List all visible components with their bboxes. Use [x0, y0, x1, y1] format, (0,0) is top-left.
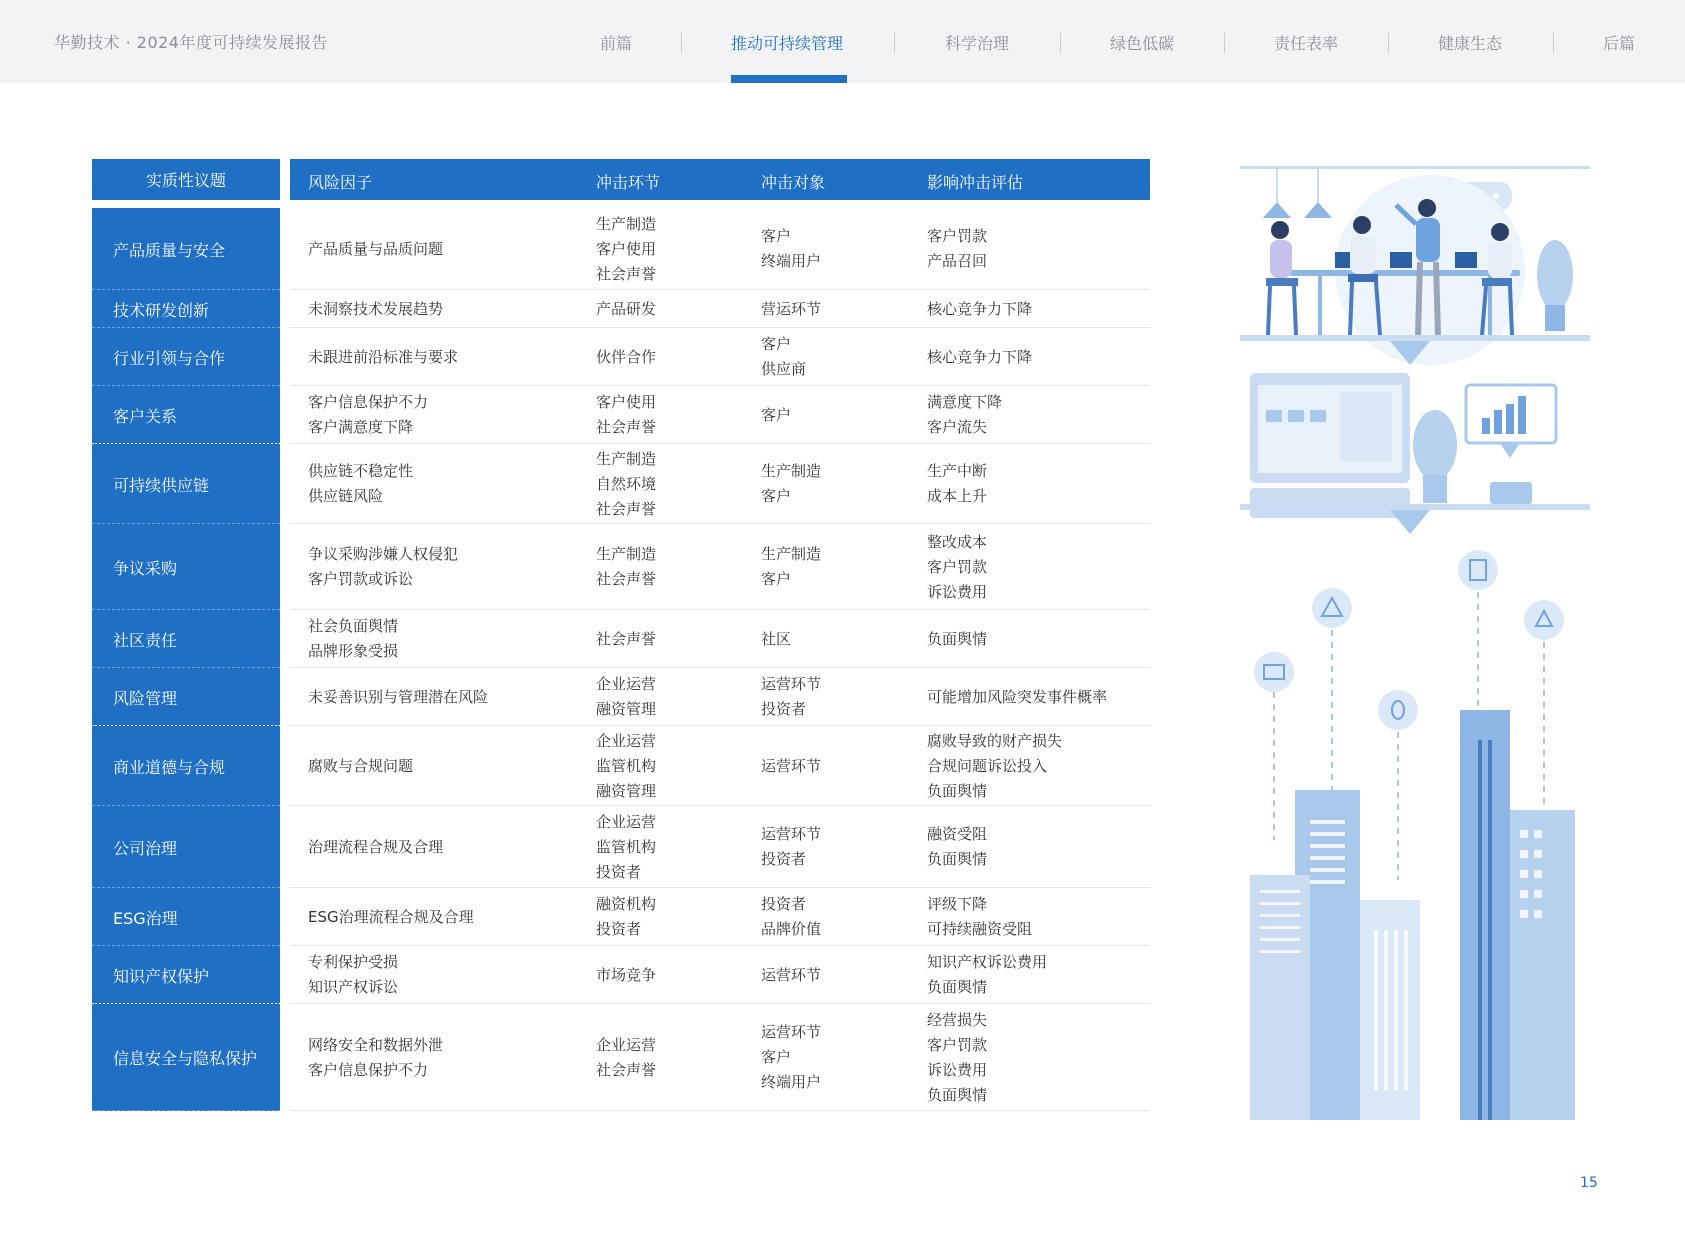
cell-risk	[308, 208, 443, 290]
building-icon	[1460, 710, 1510, 1120]
cell-line: 客户使用	[596, 393, 657, 411]
report-title: 华勤技术 · 2024年度可持续发展报告	[54, 33, 328, 52]
cell-line: 社会声誉	[596, 264, 657, 283]
cell-line: 客户罚款或诉讼	[308, 570, 414, 588]
cell-line: 负面舆情	[927, 1085, 988, 1104]
cell-stage	[596, 888, 656, 946]
cell-target	[761, 444, 821, 524]
cell-line: 知识产权诉讼费用	[927, 953, 1048, 971]
leaf-icon	[1378, 690, 1418, 730]
cell-line: 企业运营	[596, 675, 657, 693]
page-number: 15	[1580, 1175, 1598, 1191]
cell-line: 评级下降	[927, 895, 988, 913]
cell-line: 融资受阻	[927, 825, 988, 843]
nav-separator	[1060, 33, 1061, 53]
building-icon	[1250, 875, 1310, 1120]
cell-line: 生产中断	[927, 462, 988, 480]
warning-icon	[1312, 588, 1352, 628]
cell-line: 负面舆情	[927, 629, 988, 648]
cell-line: 网络安全和数据外泄	[308, 1035, 444, 1054]
nav-tab-1[interactable]: 推动可持续管理	[731, 34, 844, 53]
cell-stage	[596, 290, 656, 328]
cell-impact	[927, 1004, 987, 1111]
cell-line: 社会声誉	[596, 570, 657, 588]
table-row	[92, 208, 1150, 290]
cell-line: 融资管理	[596, 700, 657, 718]
cell-line: ESG治理流程合规及合理	[308, 907, 474, 926]
cell-line: 客户	[761, 227, 792, 245]
nav-tab-4[interactable]: 责任表率	[1274, 34, 1339, 53]
cell-stage	[596, 386, 656, 444]
cell-line: 负面舆情	[927, 850, 988, 868]
cell-stage	[596, 806, 656, 888]
row-topic: 知识产权保护	[92, 946, 280, 1004]
header-topic: 实质性议题	[92, 159, 280, 200]
cell-impact	[927, 610, 987, 668]
row-topic: 可持续供应链	[92, 444, 280, 524]
cell-impact	[927, 726, 1062, 806]
cell-line: 产品召回	[927, 252, 988, 270]
row-divider	[290, 1110, 1150, 1111]
table-row	[92, 888, 1150, 946]
cell-line: 产品质量与品质问题	[308, 239, 444, 258]
cell-target	[761, 946, 821, 1004]
cell-line: 未洞察技术发展趋势	[308, 299, 444, 318]
cell-line: 成本上升	[927, 487, 988, 505]
nav-tab-6[interactable]: 后篇	[1603, 34, 1636, 53]
cell-target	[761, 328, 806, 386]
cell-stage	[596, 946, 656, 1004]
cell-impact	[927, 290, 1032, 328]
person-figure	[1266, 221, 1298, 335]
cell-line: 知识产权诉讼	[308, 978, 399, 996]
cell-line: 融资管理	[596, 781, 657, 800]
nav-tab-5[interactable]: 健康生态	[1438, 34, 1503, 53]
cell-line: 治理流程合规及合理	[308, 837, 444, 856]
cell-line: 客户	[761, 335, 792, 353]
cell-impact	[927, 386, 1002, 444]
building-icon	[1360, 900, 1420, 1120]
cell-line: 合规问题诉讼投入	[927, 756, 1048, 775]
cell-line: 融资机构	[596, 895, 657, 913]
cell-line: 企业运营	[596, 812, 657, 831]
table-row	[92, 726, 1150, 806]
header-target: 冲击对象	[761, 173, 826, 192]
cell-line: 客户	[761, 570, 792, 588]
cell-line: 客户罚款	[927, 227, 988, 245]
cell-line: 社区	[761, 629, 792, 648]
row-topic: ESG治理	[92, 888, 280, 946]
meeting-table	[1290, 270, 1520, 276]
cell-line: 社会声誉	[596, 418, 657, 436]
cell-line: 社会声誉	[596, 1060, 657, 1079]
cell-stage	[596, 610, 656, 668]
cell-line: 生产制造	[596, 545, 657, 563]
cell-risk	[308, 806, 443, 888]
table-row	[92, 610, 1150, 668]
table-header-row	[290, 159, 1150, 200]
cell-impact	[927, 806, 987, 888]
cell-impact	[927, 444, 987, 524]
header-impact: 影响冲击评估	[927, 173, 1024, 192]
cell-line: 投资者	[761, 850, 807, 868]
cell-stage	[596, 668, 656, 726]
cell-line: 经营损失	[927, 1010, 988, 1029]
cell-line: 投资者	[761, 895, 807, 913]
cell-line: 客户	[761, 487, 792, 505]
table-row	[92, 806, 1150, 888]
cell-line: 生产制造	[596, 449, 657, 468]
cell-target	[761, 1004, 821, 1111]
topic-divider	[92, 1110, 280, 1111]
table-row	[92, 328, 1150, 386]
cell-risk	[308, 946, 398, 1004]
table-row	[92, 946, 1150, 1004]
row-topic: 产品质量与安全	[92, 208, 280, 290]
cell-stage	[596, 208, 656, 290]
cell-stage	[596, 726, 656, 806]
cell-impact	[927, 668, 1107, 726]
nav-separator	[1224, 33, 1225, 53]
table-row	[92, 524, 1150, 610]
cell-risk	[308, 328, 458, 386]
cell-stage	[596, 328, 656, 386]
table-row	[92, 1004, 1150, 1111]
cell-line: 自然环境	[596, 474, 657, 493]
document-icon	[1458, 550, 1498, 590]
cell-target	[761, 290, 821, 328]
cell-risk	[308, 888, 474, 946]
cell-impact	[927, 208, 987, 290]
cell-line: 负面舆情	[927, 781, 988, 800]
cell-line: 终端用户	[761, 252, 822, 270]
cell-line: 运营环节	[761, 756, 822, 775]
cell-line: 运营环节	[761, 675, 822, 693]
cell-target	[761, 726, 821, 806]
cell-impact	[927, 328, 1032, 386]
recycle-icon	[1524, 600, 1564, 640]
cell-target	[761, 888, 821, 946]
cell-stage	[596, 1004, 656, 1111]
cell-line: 供应链风险	[308, 487, 384, 505]
row-topic: 商业道德与合规	[92, 726, 280, 806]
cell-line: 客户信息保护不力	[308, 393, 429, 411]
cell-line: 品牌形象受损	[308, 642, 399, 660]
nav-tab-2[interactable]: 科学治理	[945, 34, 1010, 53]
cell-line: 社会声誉	[596, 499, 657, 518]
cell-line: 运营环节	[761, 1023, 822, 1041]
building-icon	[1510, 810, 1575, 1120]
cell-line: 供应商	[761, 360, 807, 378]
nav-separator	[1553, 33, 1554, 53]
cell-line: 投资者	[761, 700, 807, 718]
nav-separator	[681, 33, 682, 53]
cell-line: 终端用户	[761, 1073, 822, 1091]
cell-line: 产品研发	[596, 299, 657, 318]
row-topic: 社区责任	[92, 610, 280, 668]
plant-icon	[1537, 240, 1573, 310]
cell-line: 核心竞争力下降	[927, 299, 1033, 318]
cell-line: 争议采购涉嫌人权侵犯	[308, 545, 459, 563]
cell-line: 腐败导致的财产损失	[927, 731, 1063, 750]
row-topic: 技术研发创新	[92, 290, 280, 328]
row-topic: 客户关系	[92, 386, 280, 444]
cell-stage	[596, 444, 656, 524]
cell-line: 运营环节	[761, 825, 822, 843]
cell-line: 运营环节	[761, 965, 822, 984]
row-topic: 风险管理	[92, 668, 280, 726]
cell-line: 企业运营	[596, 1035, 657, 1054]
top-header	[0, 0, 1685, 83]
cell-line: 客户	[761, 1048, 792, 1066]
cell-line: 品牌价值	[761, 920, 822, 938]
cell-risk	[308, 386, 428, 444]
cell-line: 腐败与合规问题	[308, 756, 414, 775]
cell-impact	[927, 888, 1032, 946]
cell-line: 社会声誉	[596, 629, 657, 648]
cell-line: 负面舆情	[927, 978, 988, 996]
lamp-icon	[1304, 202, 1332, 218]
cell-line: 伙伴合作	[596, 347, 657, 366]
cell-line: 诉讼费用	[927, 582, 988, 601]
row-topic: 行业引领与合作	[92, 328, 280, 386]
cell-line: 生产制造	[761, 462, 822, 480]
cell-line: 监管机构	[596, 837, 657, 856]
cell-risk	[308, 444, 413, 524]
lamp-icon	[1263, 202, 1291, 218]
cell-line: 生产制造	[761, 545, 822, 563]
cell-target	[761, 208, 821, 290]
cell-line: 未跟进前沿标准与要求	[308, 347, 459, 366]
nav-separator	[894, 33, 895, 53]
table-row	[92, 444, 1150, 524]
cell-line: 营运环节	[761, 299, 822, 318]
cell-risk	[308, 290, 443, 328]
cell-target	[761, 668, 821, 726]
cell-target	[761, 806, 821, 888]
cell-line: 市场竞争	[596, 965, 657, 984]
cell-line: 专利保护受损	[308, 953, 399, 971]
cell-risk	[308, 524, 458, 610]
row-topic: 信息安全与隐私保护	[92, 1004, 280, 1111]
nav-tab-3[interactable]: 绿色低碳	[1110, 34, 1175, 53]
office-city-illustration	[1230, 160, 1590, 1120]
cell-line: 诉讼费用	[927, 1060, 988, 1079]
row-topic: 争议采购	[92, 524, 280, 610]
cell-line: 生产制造	[596, 214, 657, 233]
cell-line: 客户罚款	[927, 1035, 988, 1054]
cell-line: 监管机构	[596, 756, 657, 775]
cell-risk	[308, 610, 398, 668]
cell-impact	[927, 524, 987, 610]
cell-line: 投资者	[596, 862, 642, 881]
nav-separator	[1388, 33, 1389, 53]
cell-line: 客户满意度下降	[308, 418, 414, 436]
cell-impact	[927, 946, 1047, 1004]
active-tab-underline	[731, 75, 847, 83]
cell-line: 客户流失	[927, 418, 988, 436]
table-row	[92, 290, 1150, 328]
table-row	[92, 668, 1150, 726]
table-row	[92, 386, 1150, 444]
cell-risk	[308, 1004, 443, 1111]
cell-risk	[308, 668, 488, 726]
cell-target	[761, 610, 791, 668]
header-risk: 风险因子	[308, 173, 373, 192]
cell-line: 整改成本	[927, 532, 988, 551]
cell-risk	[308, 726, 413, 806]
cell-line: 满意度下降	[927, 393, 1003, 411]
nav-tab-0[interactable]: 前篇	[600, 34, 633, 53]
cell-line: 可持续融资受阻	[927, 920, 1033, 938]
row-topic: 公司治理	[92, 806, 280, 888]
cell-line: 客户罚款	[927, 557, 988, 576]
cell-line: 可能增加风险突发事件概率	[927, 687, 1108, 706]
cell-line: 客户	[761, 405, 792, 424]
mail-icon	[1254, 652, 1294, 692]
cell-line: 未妥善识别与管理潜在风险	[308, 687, 489, 706]
cell-target	[761, 524, 821, 610]
header-stage: 冲击环节	[596, 173, 661, 192]
cell-line: 企业运营	[596, 731, 657, 750]
cell-stage	[596, 524, 656, 610]
cell-target	[761, 386, 791, 444]
cell-line: 核心竞争力下降	[927, 347, 1033, 366]
cell-line: 客户使用	[596, 239, 657, 258]
cell-line: 客户信息保护不力	[308, 1060, 429, 1079]
cell-line: 投资者	[596, 920, 642, 938]
plant-icon	[1413, 410, 1457, 480]
cell-line: 社会负面舆情	[308, 617, 399, 635]
cell-line: 供应链不稳定性	[308, 462, 414, 480]
